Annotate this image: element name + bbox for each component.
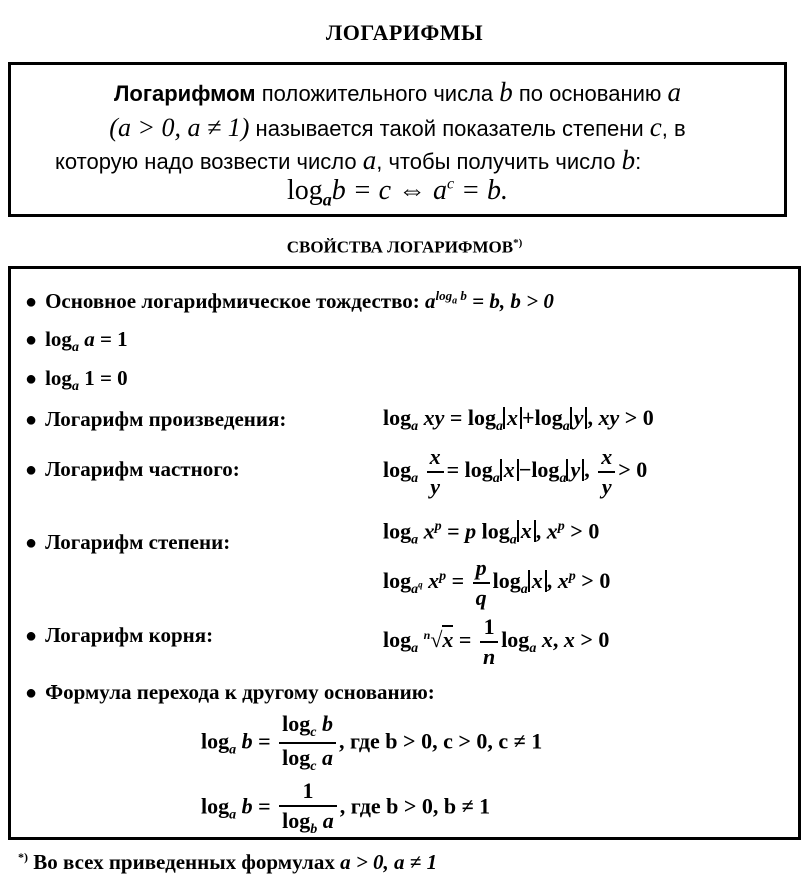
bullet-icon: ● [25, 532, 38, 554]
bullet-icon: ● [25, 625, 38, 647]
definition-box [8, 62, 787, 217]
definition-line-3: которую надо возвести число a, чтобы получить число b: [55, 145, 642, 175]
bullet-icon: ● [25, 368, 38, 390]
formula-power-2: $\log_{a^q} x^p$ = $\frac{p}{q}$ $\log_a x$ , $x^p > 0$ [383, 555, 611, 611]
page-title: ЛОГАРИФМЫ [325, 20, 484, 45]
formula-root: $\log_a ^n√x$ = $\frac{1}{n}$ $\log_a x$, x > 0 [383, 614, 610, 670]
properties-box [8, 266, 801, 840]
definition-line-1: Логарифмом положительного числа b по основанию a [113, 77, 682, 107]
formula-power-1: $\log_a x^p = p$ $\log_a x$ , $x^p > 0$ [383, 518, 600, 548]
bullet-icon: ● [25, 682, 38, 704]
property-log-a-a: ● $\log_a a = 1$ [25, 327, 128, 355]
formula-quotient: $\log_a$ $\frac{x}{y}$ = $\log_a x -\log_a$ y , $\frac{x}{y}$ > 0 [383, 444, 648, 500]
property-power: ● Логарифм степени: [25, 530, 231, 554]
formula-product: $\log_a$ xy = $\log_a x +\log_a$ y , xy > 0 [383, 405, 654, 434]
properties-title: СВОЙСТВА ЛОГАРИФМОВ*) [286, 237, 523, 257]
definition-term: Логарифмом [113, 81, 256, 106]
bullet-icon: ● [25, 329, 38, 351]
property-root: ● Логарифм корня: [25, 623, 214, 647]
bullet-icon: ● [25, 291, 38, 313]
definition-line-2: (a > 0, a ≠ 1) называется такой показатель степени c, в [109, 112, 686, 142]
formula-change-base-2: $\log_a b$ = $\frac{1}{\log_b a}$ , где b > 0, b ≠ 1 [201, 778, 491, 838]
formula-change-base-1: $\log_a b$ = $\frac{\log_c b}{\log_c a}$ , где b > 0, c > 0, c ≠ 1 [201, 711, 543, 775]
property-quotient: ● Логарифм частного: [25, 457, 240, 481]
definition-formula: $\log_ab = c$ ⇔ $a^c = b$. [286, 175, 509, 210]
bullet-icon: ● [25, 409, 38, 431]
property-log-a-1: ● $\log_a 1 = 0$ [25, 366, 128, 394]
property-identity: ● Основное логарифмическое тождество: $a^{log_a b} = b$, b > 0 [25, 288, 554, 313]
property-product: ● Логарифм произведения: [25, 407, 287, 431]
footnote: *) Во всех приведенных формулах a > 0, a ≠ 1 [18, 850, 438, 874]
property-change-of-base: ● Формула перехода к другому основанию: [25, 680, 435, 704]
bullet-icon: ● [25, 459, 38, 481]
